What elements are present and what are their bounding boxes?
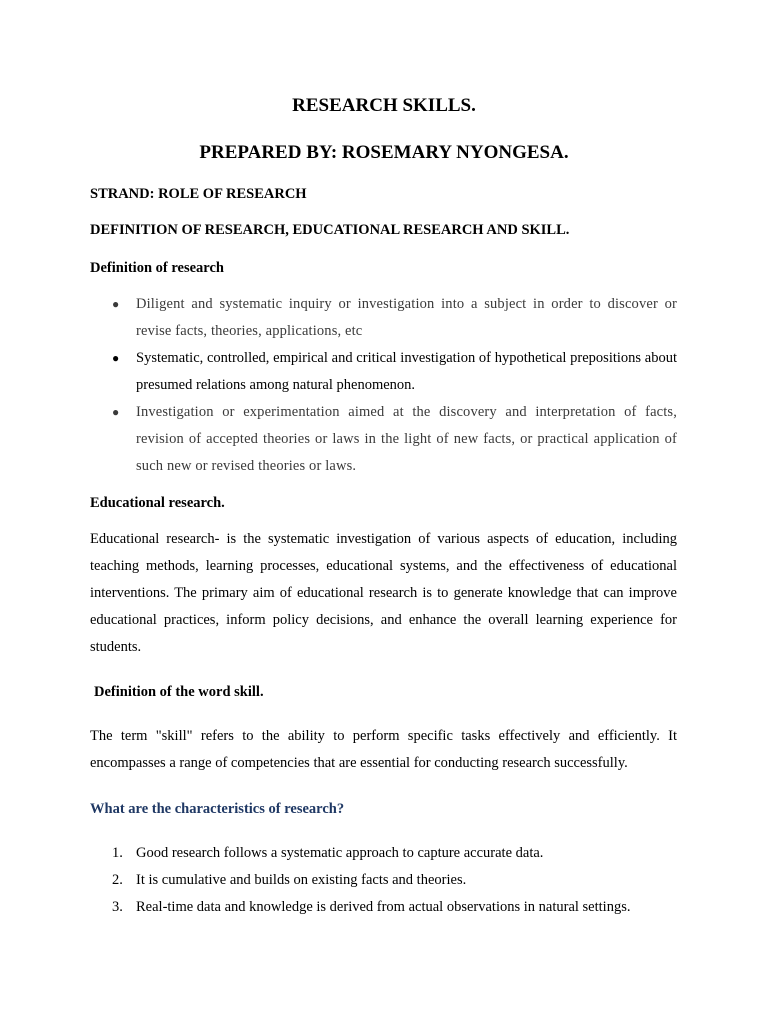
list-item xyxy=(90,894,677,921)
list-item xyxy=(90,867,677,894)
list-item-text: Investigation or experimentation aimed at the discovery and interpretation of facts, revision of accepted theories or laws in the light of new facts, or practical application of such new or revised theories or laws. xyxy=(136,404,677,474)
list-number: 3. xyxy=(112,899,123,915)
skill-heading: Definition of the word skill. xyxy=(94,684,264,700)
definitions-heading: DEFINITION OF RESEARCH, EDUCATIONAL RESEARCH AND SKILL. xyxy=(90,222,570,238)
educational-research-paragraph: Educational research- is the systematic investigation of various aspects of education, including teaching methods, learning processes, educational systems, and the effectiveness of educational interventions. The primary aim of educational research is to generate knowledge that can improve educational practices, inform policy decisions, and enhance the overall learning experience for students. xyxy=(90,531,677,655)
list-item xyxy=(90,345,677,399)
list-item-text: Diligent and systematic inquiry or investigation into a subject in order to discover or revise facts, theories, applications, etc xyxy=(136,296,677,339)
list-item-text: It is cumulative and builds on existing facts and theories. xyxy=(136,872,467,888)
characteristics-list xyxy=(90,840,677,921)
author-line: PREPARED BY: ROSEMARY NYONGESA. xyxy=(199,142,569,163)
document-title: RESEARCH SKILLS. xyxy=(292,95,476,116)
bullet-icon: ● xyxy=(112,297,120,311)
list-item-text: Real-time data and knowledge is derived from actual observations in natural settings. xyxy=(136,899,631,915)
list-item xyxy=(90,399,677,480)
skill-paragraph: The term "skill" refers to the ability to perform specific tasks effectively and efficiently. It encompasses a range of competencies that are essential for conducting research successfully. xyxy=(90,728,677,771)
list-item xyxy=(90,291,677,345)
educational-research-heading: Educational research. xyxy=(90,495,225,511)
list-item-text: Systematic, controlled, empirical and critical investigation of hypothetical prepositions about presumed relations among natural phenomenon. xyxy=(136,350,677,393)
list-number: 2. xyxy=(112,872,123,888)
bullet-icon: ● xyxy=(112,351,120,365)
list-number: 1. xyxy=(112,845,123,861)
strand-heading: STRAND: ROLE OF RESEARCH xyxy=(90,186,307,202)
list-item-text: Good research follows a systematic approach to capture accurate data. xyxy=(136,845,544,861)
bullet-icon: ● xyxy=(112,405,120,419)
characteristics-heading: What are the characteristics of research? xyxy=(90,801,345,817)
definition-of-research-heading: Definition of research xyxy=(90,260,224,276)
research-definition-list xyxy=(90,291,677,480)
list-item xyxy=(90,840,677,867)
